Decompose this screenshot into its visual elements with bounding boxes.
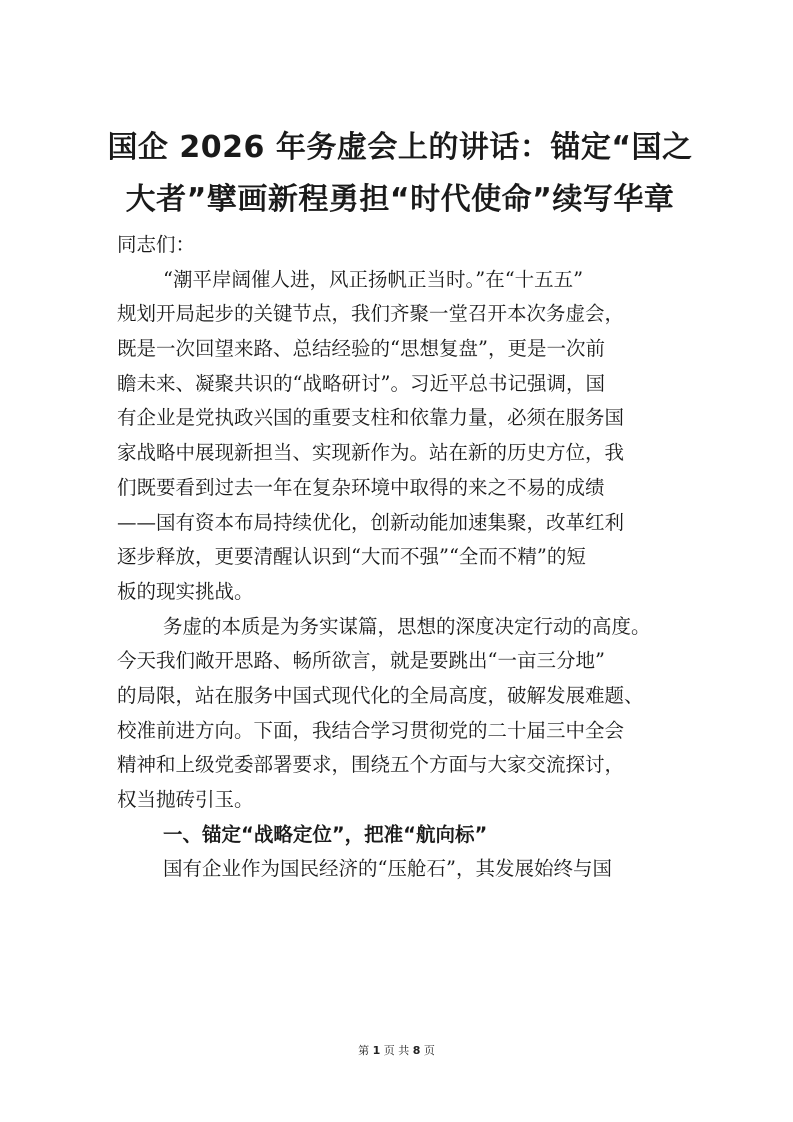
paragraph-line: ——国有资本布局持续优化，创新动能加速集聚，改革红利 [117, 510, 625, 534]
document-body [117, 228, 697, 887]
paragraph-line: 规划开局起步的关键节点，我们齐聚一堂召开本次务虚会， [117, 302, 625, 326]
document-title [100, 122, 700, 226]
paragraph-line: 板的现实挑战。 [117, 579, 254, 603]
title-line-2: 大者”擘画新程勇担“时代使命”续写华章 [125, 182, 675, 217]
paragraph-2 [117, 610, 697, 818]
footer-total-pages: 8 [412, 1044, 421, 1057]
paragraph-line: 校准前进方向。下面，我结合学习贯彻党的二十届三中全会 [117, 718, 625, 742]
paragraph-line: 务虚的本质是为务实谋篇，思想的深度决定行动的高度。 [163, 614, 651, 638]
paragraph-line: 国有企业作为国民经济的“压舱石”，其发展始终与国 [163, 857, 612, 881]
paragraph-line: 权当抛砖引玉。 [117, 788, 254, 811]
footer-page-number: 1 [372, 1044, 381, 1057]
section-heading: 一、锚定“战略定位”，把准“航向标” [163, 822, 488, 846]
paragraph-1 [117, 263, 697, 610]
footer-prefix: 第 [358, 1044, 370, 1057]
salutation: 同志们： [117, 233, 196, 256]
paragraph-line: 既是一次回望来路、总结经验的“思想复盘”，更是一次前 [117, 337, 605, 361]
paragraph-line: 逐步释放，更要清醒认识到“大而不强”“全而不精”的短 [117, 545, 586, 569]
paragraph-line: 瞻未来、凝聚共识的“战略研讨”。习近平总书记强调，国 [117, 371, 605, 395]
footer-middle: 页 共 [383, 1044, 410, 1057]
footer-suffix: 页 [423, 1044, 435, 1057]
paragraph-line: 的局限，站在服务中国式现代化的全局高度，破解发展难题、 [117, 683, 644, 707]
title-line-1: 国企 2026 年务虚会上的讲话：锚定“国之 [107, 130, 693, 165]
page-footer [0, 1042, 793, 1058]
paragraph-line: 有企业是党执政兴国的重要支柱和依靠力量，必须在服务国 [117, 406, 625, 430]
paragraph-line: 精神和上级党委部署要求，围绕五个方面与大家交流探讨， [117, 753, 625, 777]
paragraph-line: 们既要看到过去一年在复杂环境中取得的来之不易的成绩 [117, 475, 605, 499]
paragraph-line: “潮平岸阔催人进，风正扬帆正当时。”在“十五五” [163, 267, 584, 291]
paragraph-line: 今天我们敞开思路、畅所欲言，就是要跳出“一亩三分地” [117, 649, 605, 673]
paragraph-line: 家战略中展现新担当、实现新作为。站在新的历史方位，我 [117, 441, 625, 465]
